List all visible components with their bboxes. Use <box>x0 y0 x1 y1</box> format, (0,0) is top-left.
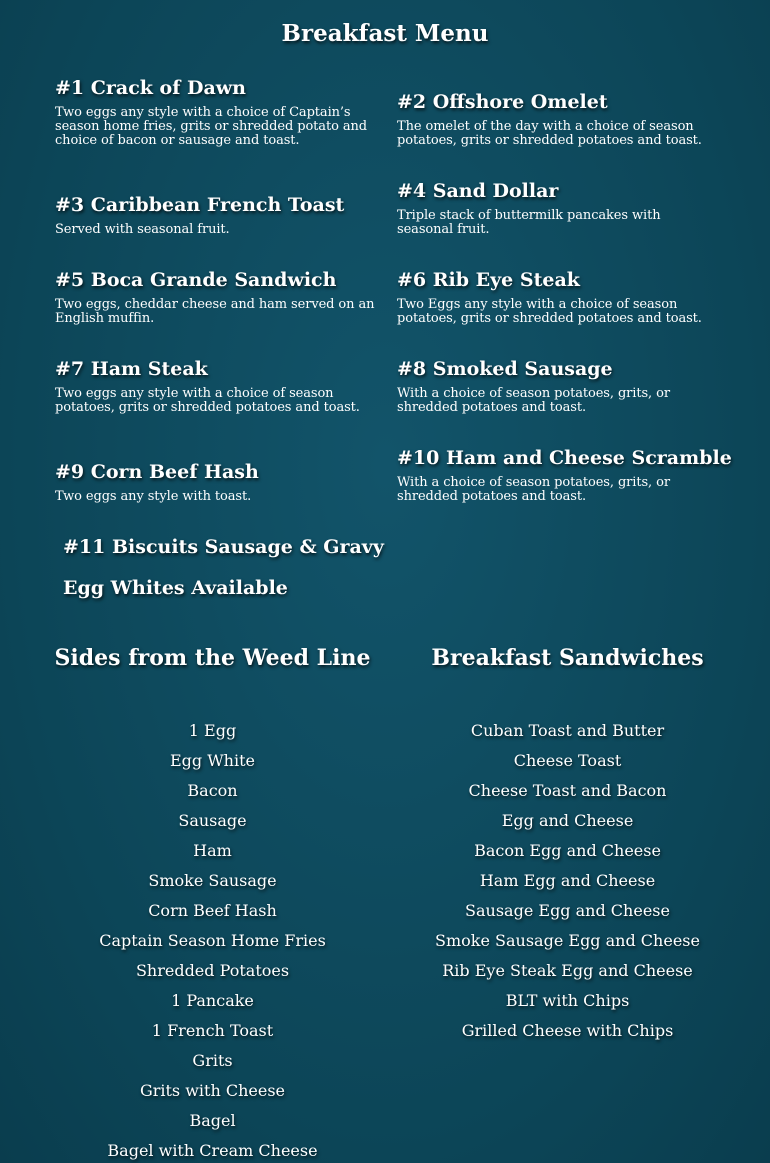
menu-item-2 <box>397 91 717 148</box>
menu-item-title: #6 Rib Eye Steak <box>397 269 580 291</box>
menu-item-title: #8 Smoked Sausage <box>397 358 613 380</box>
side-item: 1 French Toast <box>151 1021 274 1040</box>
side-item: Smoke Sausage <box>148 871 277 890</box>
menu-item-description: Triple stack of buttermilk pancakes with seasonal fruit. <box>397 208 661 237</box>
sandwich-item: Ham Egg and Cheese <box>479 871 656 890</box>
menu-item-7 <box>55 358 380 415</box>
sandwich-item: Grilled Cheese with Chips <box>461 1021 674 1040</box>
sides-title: Sides from the Weed Line <box>54 645 371 671</box>
side-item: Grits <box>192 1051 233 1070</box>
menu-item-4 <box>397 180 717 237</box>
sides-list <box>20 716 405 1163</box>
menu-item-description: Two eggs any style with a choice of season potatoes, grits or shredded potatoes and toast. <box>55 386 360 415</box>
sandwich-item: BLT with Chips <box>505 991 630 1010</box>
menu-item-title: #4 Sand Dollar <box>397 180 559 202</box>
side-item: Captain Season Home Fries <box>99 931 326 950</box>
menu-item-1 <box>55 77 380 148</box>
side-item: Bagel with Cream Cheese <box>107 1141 318 1160</box>
menu-item-title: #2 Offshore Omelet <box>397 91 608 113</box>
side-item: Egg White <box>169 751 255 770</box>
side-item: Grits with Cheese <box>139 1081 286 1100</box>
side-item: Ham <box>193 841 232 860</box>
side-item: Shredded Potatoes <box>135 961 290 980</box>
menu-item-11: #11 Biscuits Sausage & Gravy <box>63 536 384 558</box>
menu-item-9 <box>55 461 380 504</box>
menu-item-description: Served with seasonal fruit. <box>55 222 230 237</box>
menu-item-title: #9 Corn Beef Hash <box>55 461 259 483</box>
menu-item-description: Two eggs any style with toast. <box>55 489 252 504</box>
sandwich-item: Smoke Sausage Egg and Cheese <box>435 931 700 950</box>
menu-item-description: Two eggs any style with a choice of Captain’s season home fries, grits or shredded potato and choice of bacon or sausage and toast. <box>55 105 367 148</box>
menu-item-3 <box>55 194 380 237</box>
sandwich-item: Cheese Toast and Bacon <box>468 781 667 800</box>
menu-item-description: The omelet of the day with a choice of season potatoes, grits or shredded potatoes and toast. <box>397 119 702 148</box>
sandwich-item: Rib Eye Steak Egg and Cheese <box>442 961 693 980</box>
sandwich-item: Cheese Toast <box>513 751 622 770</box>
sandwiches-list <box>375 716 760 1046</box>
sandwiches-title: Breakfast Sandwiches <box>431 645 704 671</box>
menu-item-5 <box>55 269 380 326</box>
sandwich-item: Sausage Egg and Cheese <box>465 901 670 920</box>
side-item: 1 Pancake <box>171 991 254 1010</box>
menu-item-10 <box>397 447 732 504</box>
menu-item-title: #10 Ham and Cheese Scramble <box>397 447 732 469</box>
page-title: Breakfast Menu <box>281 20 489 47</box>
side-item: Corn Beef Hash <box>148 901 277 920</box>
menu-item-title: #5 Boca Grande Sandwich <box>55 269 337 291</box>
menu-item-6 <box>397 269 717 326</box>
menu-item-title: #7 Ham Steak <box>55 358 208 380</box>
menu-item-description: With a choice of season potatoes, grits, or shredded potatoes and toast. <box>397 475 670 504</box>
menu-item-description: Two Eggs any style with a choice of season potatoes, grits or shredded potatoes and toast. <box>397 297 702 326</box>
menu-item-description: With a choice of season potatoes, grits, or shredded potatoes and toast. <box>397 386 670 415</box>
side-item: Sausage <box>178 811 247 830</box>
menu-item-8 <box>397 358 717 415</box>
sandwich-item: Cuban Toast and Butter <box>470 721 665 740</box>
menu-item-description: Two eggs, cheddar cheese and ham served on an English muffin. <box>55 297 375 326</box>
side-item: Bacon <box>187 781 238 800</box>
menu-item-title: #3 Caribbean French Toast <box>55 194 345 216</box>
side-item: Bagel <box>189 1111 236 1130</box>
sandwich-item: Egg and Cheese <box>501 811 634 830</box>
sandwich-item: Bacon Egg and Cheese <box>474 841 661 860</box>
side-item: 1 Egg <box>188 721 237 740</box>
egg-whites-note: Egg Whites Available <box>63 577 288 599</box>
menu-item-title: #1 Crack of Dawn <box>55 77 246 99</box>
